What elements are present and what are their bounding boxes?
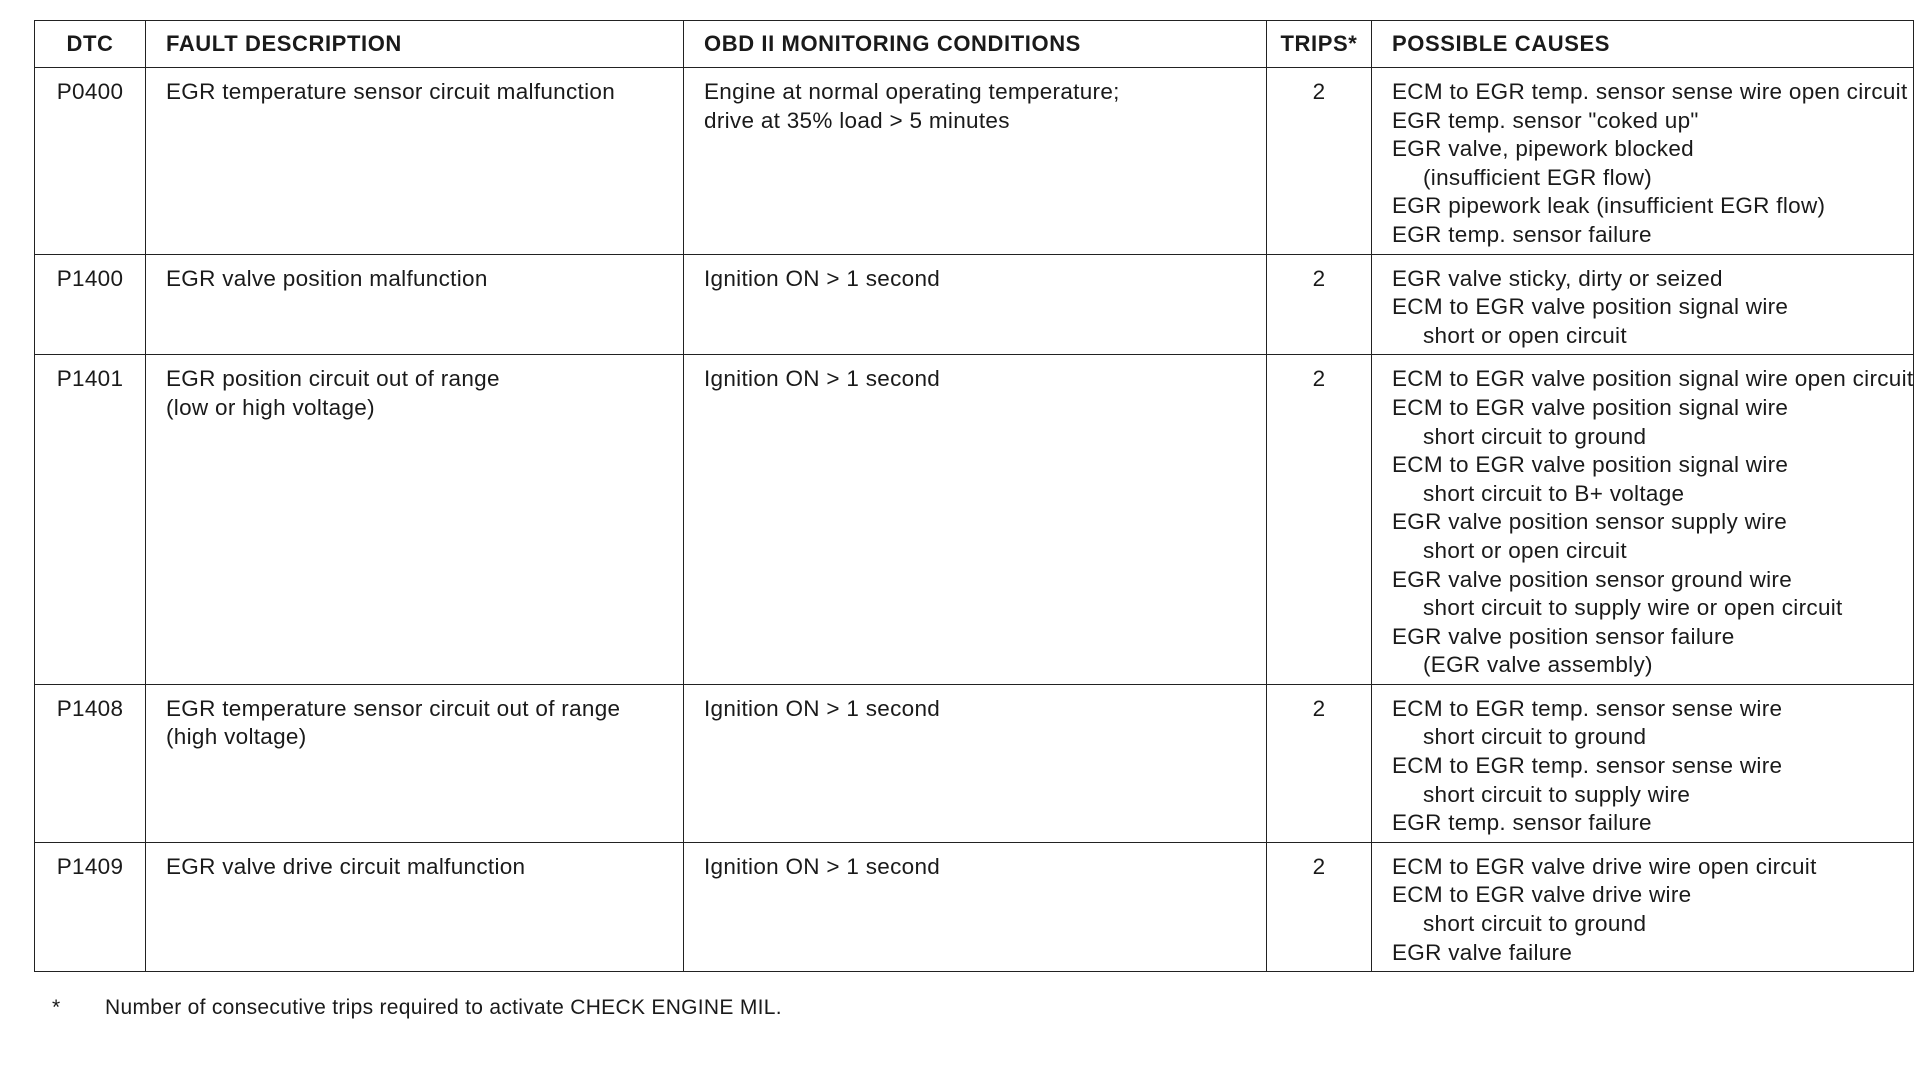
possible-cause-line: ECM to EGR temp. sensor sense wire	[1392, 695, 1783, 721]
possible-cause-line: ECM to EGR temp. sensor sense wire open circuit	[1392, 79, 1908, 104]
possible-cause-line: ECM to EGR valve position signal wire	[1392, 294, 1789, 320]
fault-description-line: (low or high voltage)	[166, 394, 375, 420]
header-trips: TRIPS*	[1267, 21, 1372, 68]
monitoring-conditions	[684, 684, 1267, 842]
possible-causes	[1372, 842, 1914, 971]
possible-cause-line: ECM to EGR valve position signal wire open circuit	[1392, 366, 1914, 392]
possible-cause-line: EGR valve position sensor ground wire	[1392, 566, 1793, 592]
possible-cause-line: short circuit to ground	[1423, 423, 1647, 449]
header-monitoring-conditions: OBD II MONITORING CONDITIONS	[684, 21, 1267, 68]
possible-cause-line: short circuit to ground	[1423, 911, 1647, 937]
possible-cause-line: short or open circuit	[1423, 322, 1627, 348]
possible-cause-line: ECM to EGR valve position signal wire	[1392, 452, 1789, 478]
possible-cause-line: short or open circuit	[1423, 537, 1627, 563]
fault-description	[146, 68, 684, 255]
header-fault-description: FAULT DESCRIPTION	[146, 21, 684, 68]
monitoring-condition-line: Engine at normal operating temperature;	[704, 79, 1120, 104]
possible-cause-line: ECM to EGR valve position signal wire	[1392, 394, 1789, 420]
footnote	[52, 996, 782, 1020]
possible-causes	[1372, 684, 1914, 842]
monitoring-conditions	[684, 254, 1267, 355]
monitoring-conditions	[684, 842, 1267, 971]
fault-description-line: EGR temperature sensor circuit malfunction	[166, 79, 616, 104]
monitoring-conditions	[684, 355, 1267, 685]
possible-causes	[1372, 254, 1914, 355]
possible-cause-line: EGR valve position sensor failure	[1392, 623, 1735, 649]
fault-description	[146, 355, 684, 685]
table-row	[35, 254, 1914, 355]
trips-count: 2	[1267, 254, 1372, 355]
monitoring-condition-line: Ignition ON > 1 second	[704, 853, 941, 879]
footnote-text: Number of consecutive trips required to activate CHECK ENGINE MIL.	[105, 996, 782, 1019]
header-dtc: DTC	[35, 21, 146, 68]
fault-description	[146, 254, 684, 355]
possible-cause-line: EGR valve, pipework blocked	[1392, 136, 1694, 162]
possible-causes	[1372, 355, 1914, 685]
fault-description	[146, 842, 684, 971]
trips-count: 2	[1267, 842, 1372, 971]
possible-cause-line: short circuit to B+ voltage	[1423, 480, 1685, 506]
table-row	[35, 355, 1914, 685]
table-row	[35, 842, 1914, 971]
possible-cause-line: ECM to EGR valve drive wire	[1392, 882, 1692, 908]
footnote-mark: *	[52, 996, 61, 1019]
header-possible-causes: POSSIBLE CAUSES	[1372, 21, 1914, 68]
trips-count: 2	[1267, 684, 1372, 842]
possible-cause-line: (EGR valve assembly)	[1423, 652, 1653, 678]
fault-description-line: (high voltage)	[166, 724, 307, 750]
fault-description-line: EGR temperature sensor circuit out of range	[166, 695, 621, 721]
table-header-row	[35, 21, 1914, 68]
monitoring-condition-line: Ignition ON > 1 second	[704, 366, 941, 392]
monitoring-condition-line: Ignition ON > 1 second	[704, 695, 941, 721]
possible-cause-line: (insufficient EGR flow)	[1423, 164, 1653, 190]
possible-cause-line: short circuit to ground	[1423, 724, 1647, 750]
possible-cause-line: ECM to EGR valve drive wire open circuit	[1392, 853, 1817, 879]
dtc-code: P1408	[35, 684, 146, 842]
possible-cause-line: EGR pipework leak (insufficient EGR flow)	[1392, 193, 1826, 219]
possible-cause-line: EGR temp. sensor failure	[1392, 810, 1652, 836]
monitoring-conditions	[684, 68, 1267, 255]
table-row	[35, 684, 1914, 842]
possible-cause-line: short circuit to supply wire	[1423, 781, 1691, 807]
possible-cause-line: EGR valve position sensor supply wire	[1392, 509, 1788, 535]
fault-description-line: EGR valve position malfunction	[166, 265, 488, 291]
possible-cause-line: short circuit to supply wire or open circuit	[1423, 595, 1843, 621]
possible-cause-line: EGR valve failure	[1392, 939, 1573, 965]
trips-count: 2	[1267, 68, 1372, 255]
fault-description-line: EGR position circuit out of range	[166, 366, 500, 392]
table-body	[35, 68, 1914, 972]
fault-description	[146, 684, 684, 842]
possible-cause-line: EGR valve sticky, dirty or seized	[1392, 265, 1723, 291]
possible-cause-line: EGR temp. sensor "coked up"	[1392, 107, 1699, 133]
monitoring-condition-line: Ignition ON > 1 second	[704, 265, 941, 291]
dtc-code: P1401	[35, 355, 146, 685]
possible-cause-line: EGR temp. sensor failure	[1392, 221, 1652, 247]
trips-count: 2	[1267, 355, 1372, 685]
fault-description-line: EGR valve drive circuit malfunction	[166, 853, 526, 879]
monitoring-condition-line: drive at 35% load > 5 minutes	[704, 107, 1010, 133]
table-row	[35, 68, 1914, 255]
dtc-code: P1400	[35, 254, 146, 355]
dtc-table	[34, 20, 1914, 972]
dtc-code: P0400	[35, 68, 146, 255]
possible-cause-line: ECM to EGR temp. sensor sense wire	[1392, 753, 1783, 779]
dtc-code: P1409	[35, 842, 146, 971]
possible-causes	[1372, 68, 1914, 255]
